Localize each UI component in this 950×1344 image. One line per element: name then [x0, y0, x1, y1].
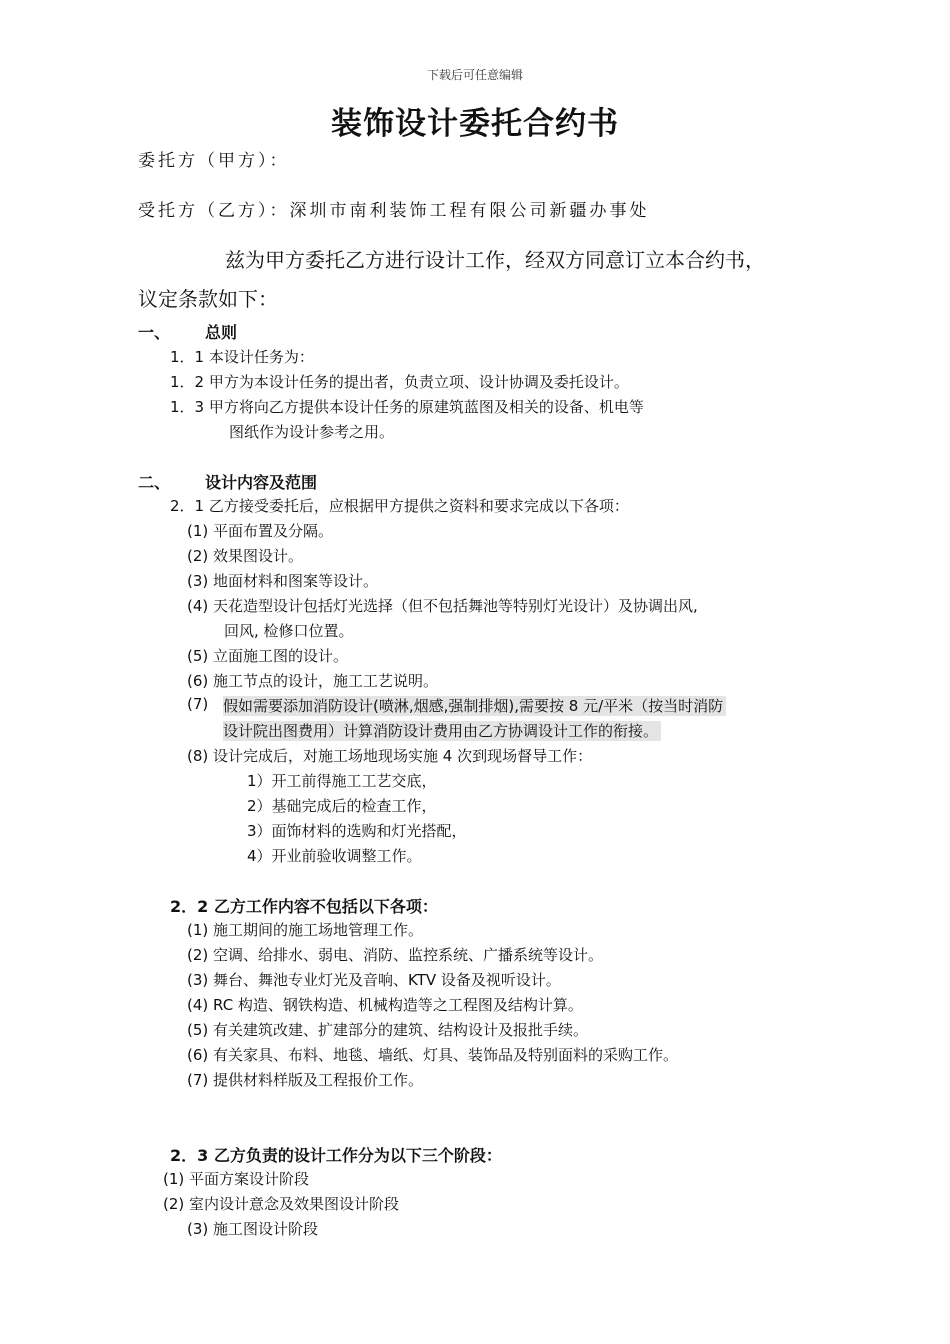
highlighted-text [223, 695, 726, 716]
section-2-number: 二、 [138, 473, 171, 492]
highlighted-text [223, 720, 661, 741]
document-title: 装饰设计委托合约书 [331, 106, 619, 142]
intro-line-1: 兹为甲方委托乙方进行设计工作，经双方同意订立本合约书， [225, 248, 765, 272]
fire-design-line-1: 假如需要添加消防设计(喷淋,烟感,强制排烟),需要按 8 元/平米（按当时消防 [223, 696, 726, 716]
visit-item: 4）开业前验收调整工作。 [247, 847, 422, 865]
list-item: (6) 有关家具、布料、地毯、墙纸、灯具、装饰品及特别面料的采购工作。 [187, 1046, 679, 1064]
list-item-number: (7) [187, 695, 209, 713]
clause-1-1: 1．1 本设计任务为： [170, 348, 314, 366]
clause-1-3: 1．3 甲方将向乙方提供本设计任务的原建筑蓝图及相关的设备、机电等 [170, 398, 644, 416]
list-item: (5) 立面施工图的设计。 [187, 647, 349, 665]
list-item: (2) 效果图设计。 [187, 547, 304, 565]
section-1-title: 总则 [205, 323, 238, 342]
list-item: (1) 施工期间的施工场地管理工作。 [187, 921, 424, 939]
list-item: (6) 施工节点的设计，施工工艺说明。 [187, 672, 439, 690]
clause-1-2: 1．2 甲方为本设计任务的提出者，负责立项、设计协调及委托设计。 [170, 373, 629, 391]
section-1-heading [138, 320, 237, 343]
fire-design-line-2: 设计院出图费用）计算消防设计费用由乙方协调设计工作的衔接。 [223, 721, 661, 741]
list-item: (3) 施工图设计阶段 [187, 1220, 319, 1238]
clause-2-2-title: 2．2 乙方工作内容不包括以下各项： [170, 897, 438, 916]
list-item: (7) 提供材料样版及工程报价工作。 [187, 1071, 424, 1089]
list-item: (4) 天花造型设计包括灯光选择（但不包括舞池等特别灯光设计）及协调出风, [187, 597, 698, 615]
visit-item: 2）基础完成后的检查工作， [247, 797, 437, 815]
clause-2-1: 2．1 乙方接受委托后，应根据甲方提供之资料和要求完成以下各项： [170, 497, 629, 515]
section-2-heading [138, 470, 317, 493]
intro-line-2: 议定条款如下： [138, 287, 278, 311]
header-note: 下载后可任意编辑 [426, 68, 523, 82]
clause-2-3-title: 2．3 乙方负责的设计工作分为以下三个阶段： [170, 1146, 502, 1165]
list-item: (8) 设计完成后，对施工场地现场实施 4 次到现场督导工作： [187, 747, 593, 765]
list-item: (2) 空调、给排水、弱电、消防、监控系统、广播系统等设计。 [187, 946, 604, 964]
list-item: (3) 舞台、舞池专业灯光及音响、KTV 设备及视听设计。 [187, 971, 561, 989]
list-item: (1) 平面方案设计阶段 [163, 1170, 310, 1188]
list-item: (4) RC 构造、钢铁构造、机械构造等之工程图及结构计算。 [187, 996, 583, 1014]
list-item-continued: 回风, 检修口位置。 [224, 622, 354, 640]
party-b-line: 受托方（乙方）：深圳市南利装饰工程有限公司新疆办事处 [138, 201, 650, 221]
visit-item: 1）开工前得施工工艺交底， [247, 772, 437, 790]
section-1-number: 一、 [138, 323, 171, 342]
list-item: (2) 室内设计意念及效果图设计阶段 [163, 1195, 400, 1213]
party-a-line: 委托方（甲方）： [138, 151, 290, 171]
list-item: (3) 地面材料和图案等设计。 [187, 572, 379, 590]
list-item: (5) 有关建筑改建、扩建部分的建筑、结构设计及报批手续。 [187, 1021, 589, 1039]
visit-item: 3）面饰材料的选购和灯光搭配， [247, 822, 467, 840]
list-item: (1) 平面布置及分隔。 [187, 522, 334, 540]
section-2-title: 设计内容及范围 [205, 473, 318, 492]
clause-1-3-continued: 图纸作为设计参考之用。 [229, 423, 395, 441]
